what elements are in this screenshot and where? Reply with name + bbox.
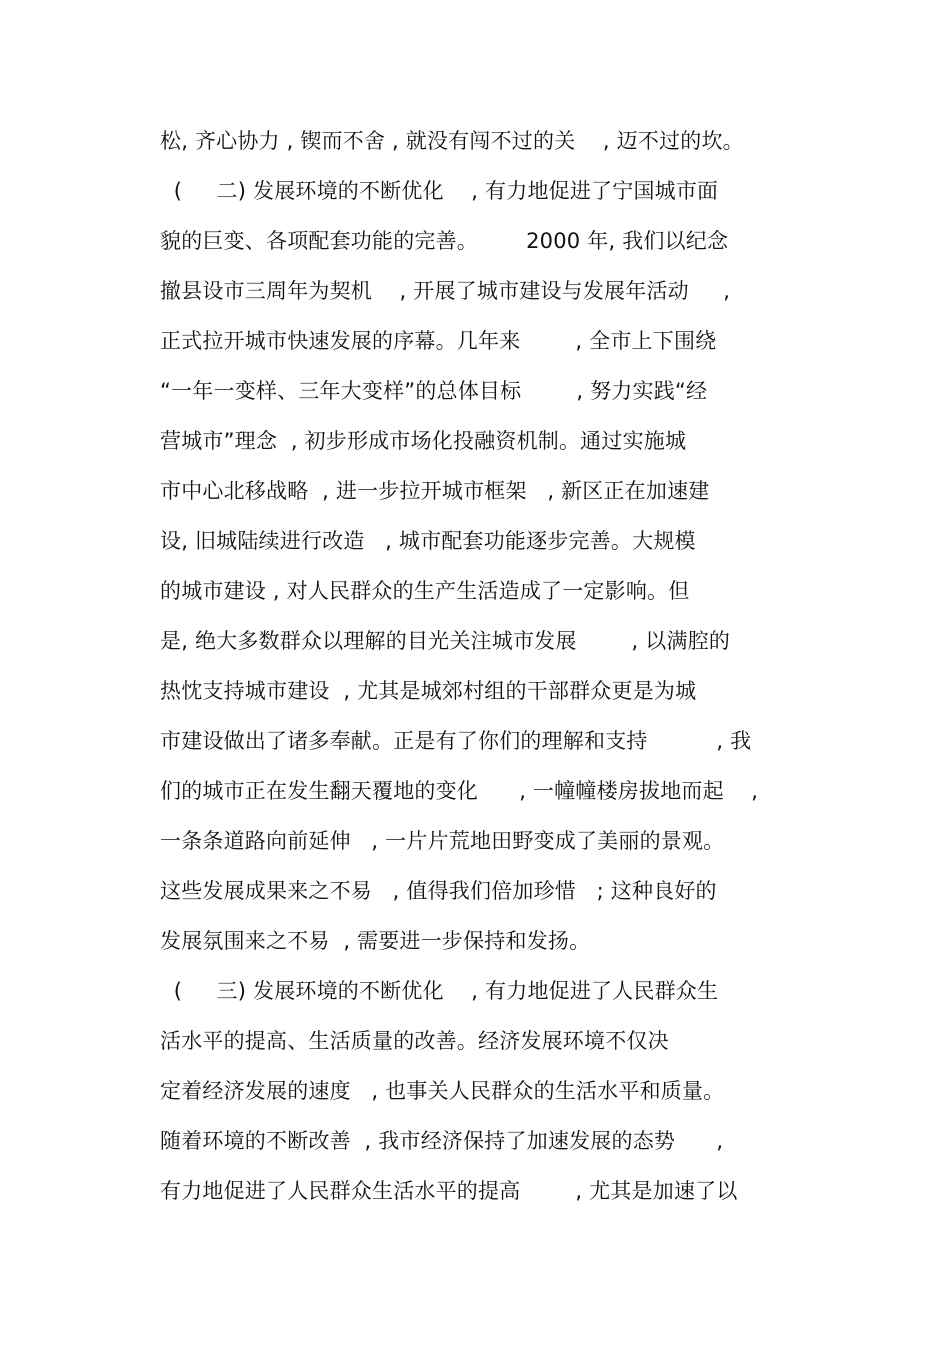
text-line: 营城市”理念 , 初步形成市场化投融资机制。通过实施城 bbox=[160, 429, 687, 453]
text-line: 热忱支持城市建设 , 尤其是城郊村组的干部群众更是为城 bbox=[160, 679, 697, 703]
text-line: 市中心北移战略 , 进一步拉开城市框架 , 新区正在加速建 bbox=[160, 479, 710, 503]
body-text bbox=[160, 116, 820, 1216]
text-line: 活水平的提高、生活质量的改善。经济发展环境不仅决 bbox=[160, 1029, 669, 1053]
text-line: 市建设做出了诸多奉献。正是有了你们的理解和支持 , 我 bbox=[160, 729, 752, 753]
text-line: ( 三) 发展环境的不断优化 , 有力地促进了人民群众生 bbox=[160, 979, 719, 1003]
text-line: 这些发展成果来之不易 , 值得我们倍加珍惜 ; 这种良好的 bbox=[160, 879, 717, 903]
text-line: “一年一变样、三年大变样”的总体目标 , 努力实践“经 bbox=[160, 379, 708, 403]
text-line: 撤县设市三周年为契机 , 开展了城市建设与发展年活动 , bbox=[160, 279, 731, 303]
text-line: 有力地促进了人民群众生活水平的提高 , 尤其是加速了以 bbox=[160, 1179, 738, 1203]
text-line: 松, 齐心协力 , 锲而不舍 , 就没有闯不过的关 , 迈不过的坎。 bbox=[160, 129, 744, 153]
text-line: 定着经济发展的速度 , 也事关人民群众的生活水平和质量。 bbox=[160, 1079, 725, 1103]
text-line: 的城市建设 , 对人民群众的生产生活造成了一定影响。但 bbox=[160, 579, 690, 603]
text-line: 正式拉开城市快速发展的序幕。几年来 , 全市上下围绕 bbox=[160, 329, 717, 353]
text-line: 一条条道路向前延伸 , 一片片荒地田野变成了美丽的景观。 bbox=[160, 829, 725, 853]
text-line: 随着环境的不断改善 , 我市经济保持了加速发展的态势 , bbox=[160, 1129, 724, 1153]
text-line: 们的城市正在发生翻天覆地的变化 , 一幢幢楼房拔地而起 , bbox=[160, 779, 759, 803]
text-line: 发展氛围来之不易 , 需要进一步保持和发扬。 bbox=[160, 929, 591, 953]
text-line: ( 二) 发展环境的不断优化 , 有力地促进了宁国城市面 bbox=[160, 179, 719, 203]
text-line: 貌的巨变、各项配套功能的完善。 2000 年, 我们以纪念 bbox=[160, 229, 729, 253]
text-line: 是, 绝大多数群众以理解的目光关注城市发展 , 以满腔的 bbox=[160, 629, 731, 653]
text-line: 设, 旧城陆续进行改造 , 城市配套功能逐步完善。大规模 bbox=[160, 529, 696, 553]
